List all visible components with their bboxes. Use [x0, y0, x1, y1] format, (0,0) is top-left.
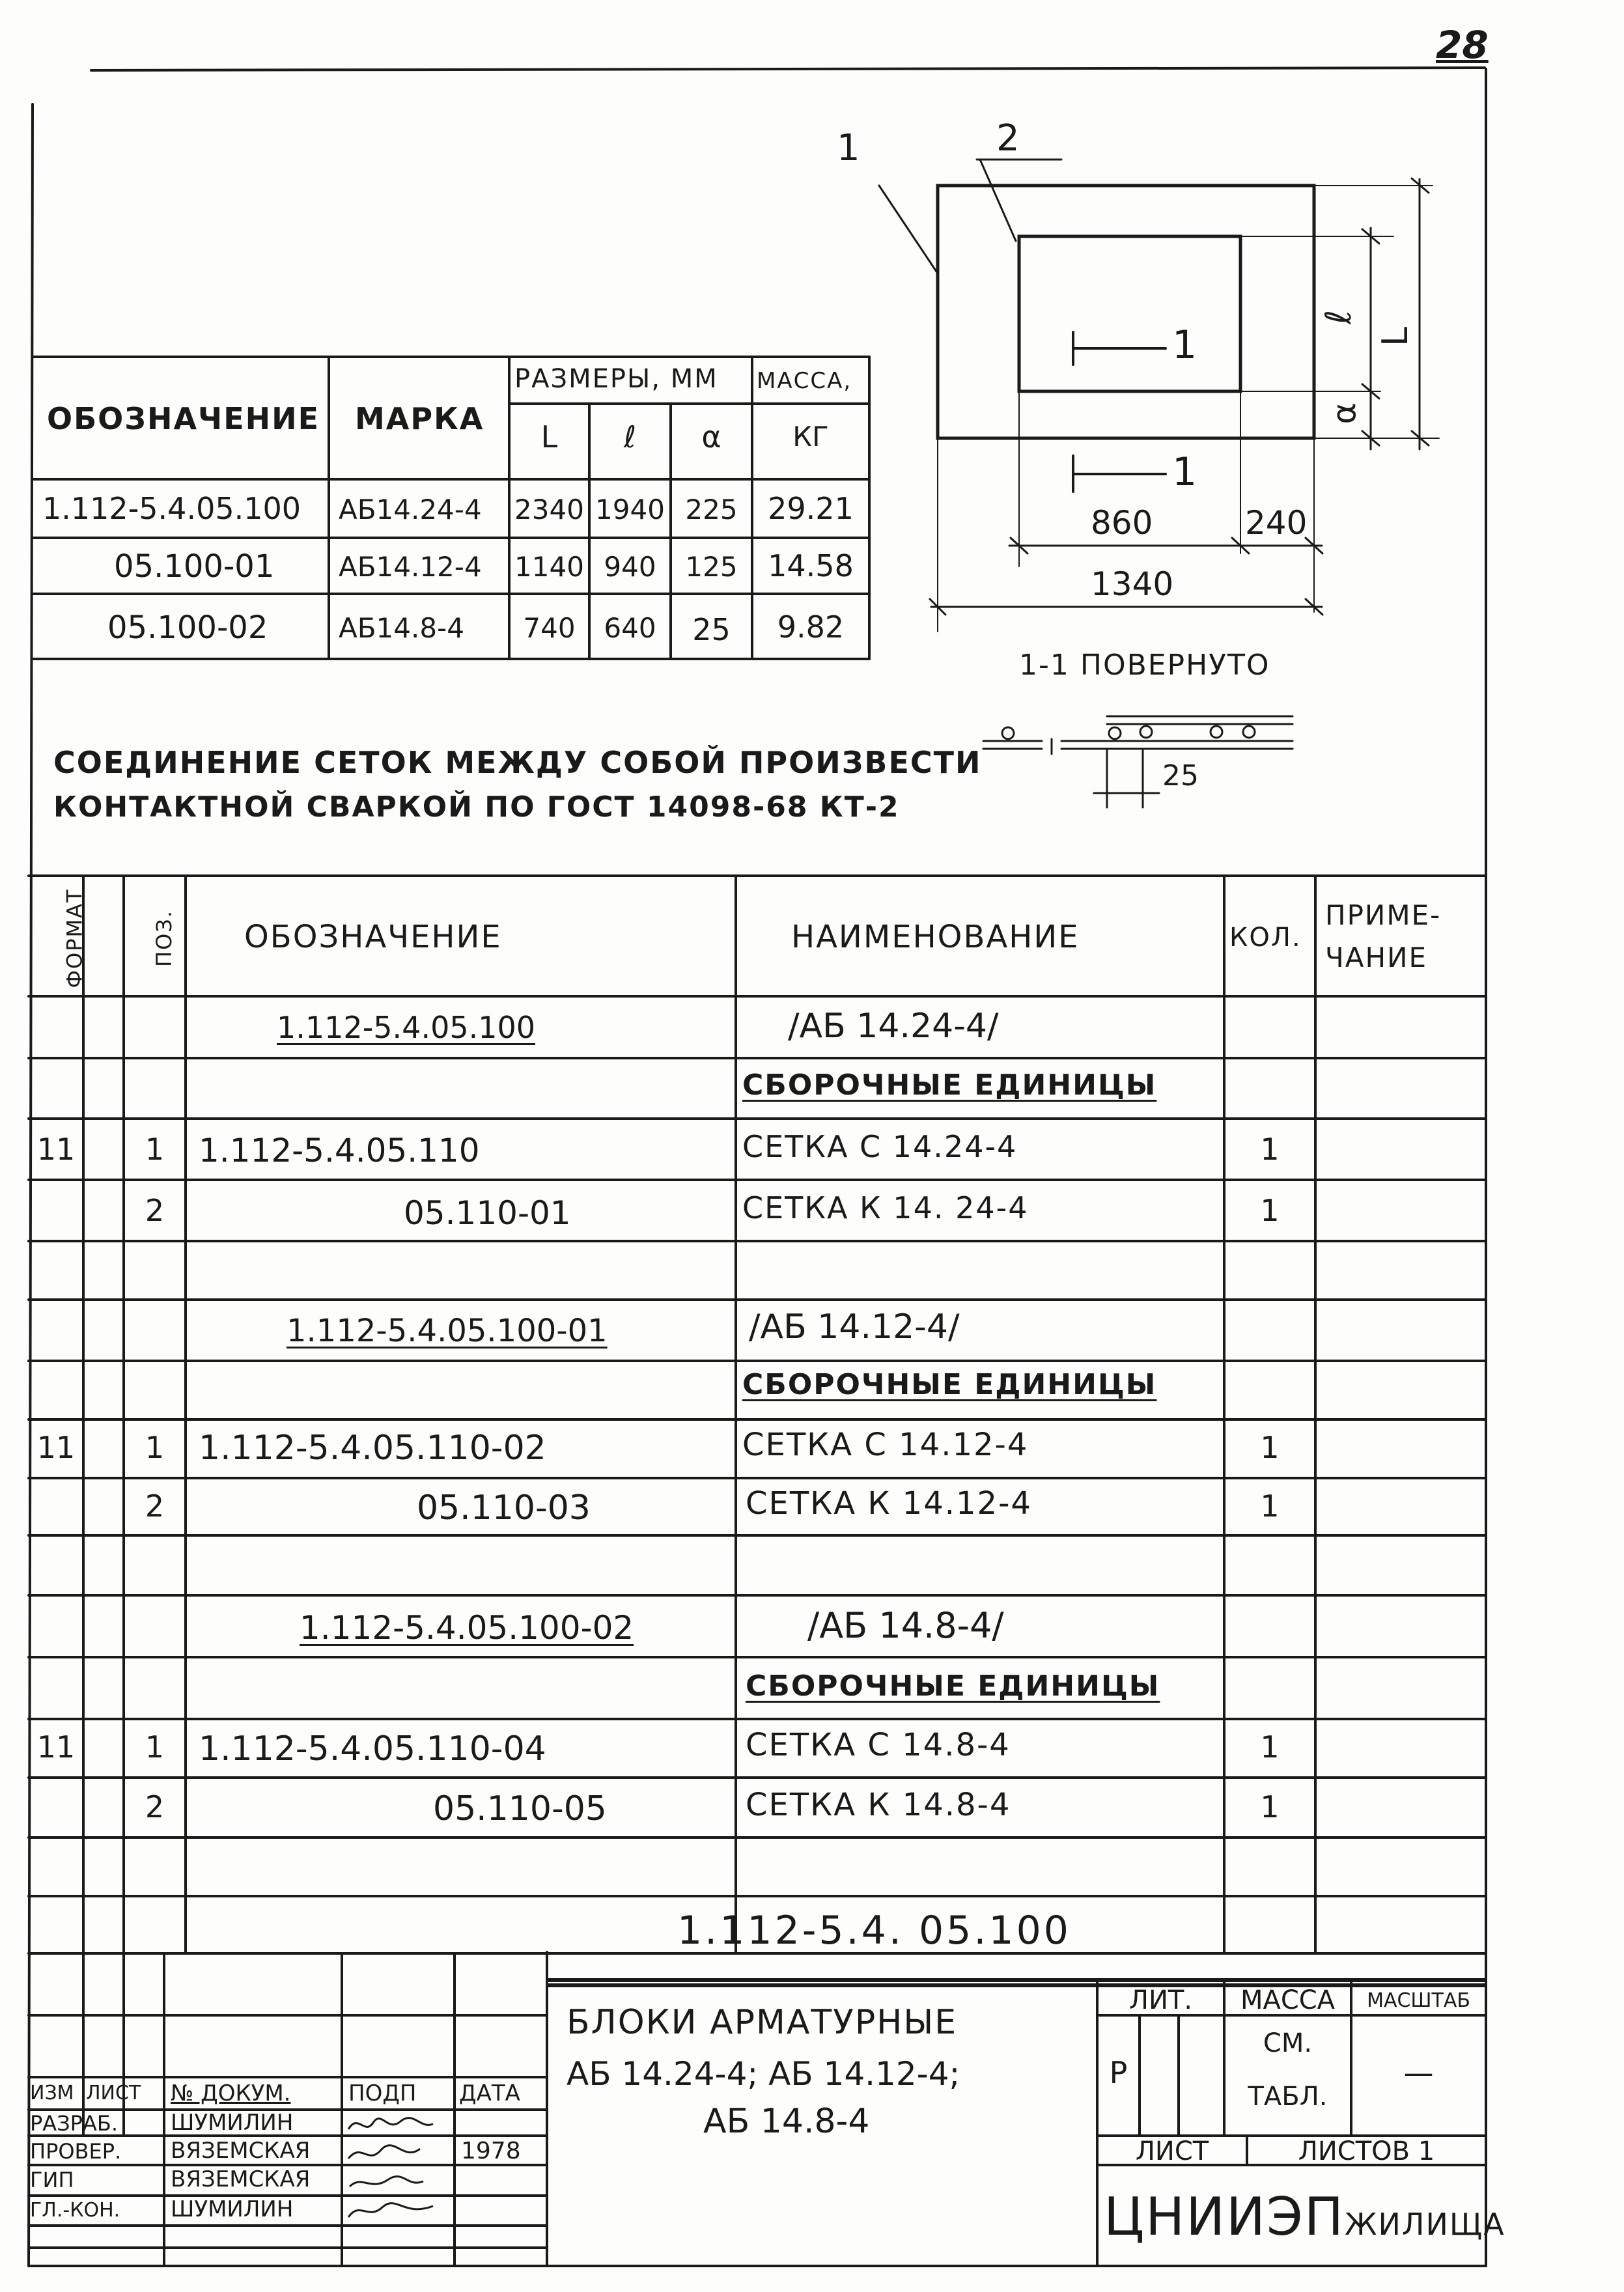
group-1-item-1-format: 11: [36, 1132, 76, 1167]
scale-value: —: [1403, 2055, 1434, 2090]
group-2-section: СБОРОЧНЫЕ ЕДИНИЦЫ: [742, 1368, 1157, 1401]
section-marker-bottom: 1: [1172, 449, 1197, 495]
section-marker-top: 1: [1172, 322, 1197, 368]
group-1-item-1-pos: 1: [145, 1132, 165, 1167]
dims-row-1-designation: 1.112-5.4.05.100: [42, 491, 301, 526]
dims-row-2-mark: АБ14.12-4: [339, 551, 482, 583]
dims-row-3-L: 740: [523, 612, 576, 644]
title-line-2: АБ 14.24-4; АБ 14.12-4;: [567, 2055, 960, 2093]
sheet-number: 28: [1436, 23, 1489, 67]
group-3-item-1-designation: 1.112-5.4.05.110-04: [199, 1729, 546, 1768]
callout-2: 2: [996, 117, 1020, 160]
dim-L-label: L: [1375, 326, 1416, 347]
dims-header-a: α: [701, 419, 721, 454]
sheet-label: ЛИСТ: [1135, 2136, 1209, 2166]
note-line-2: КОНТАКТНОЙ СВАРКОЙ ПО ГОСТ 14098-68 КТ-2: [53, 790, 900, 824]
staff-2-name: ВЯЗЕМСКАЯ: [171, 2138, 311, 2164]
dims-header-l: ℓ: [623, 419, 636, 454]
col-izm: ИЗМ: [30, 2082, 74, 2104]
org-main: ЦНИИЭП: [1104, 2187, 1345, 2247]
mass-value-1: СМ.: [1263, 2028, 1313, 2058]
group-2-item-1-qty: 1: [1260, 1430, 1280, 1465]
group-1-item-1-name: СЕТКА С 14.24-4: [742, 1129, 1018, 1164]
staff-3-role: ГИП: [30, 2168, 74, 2192]
dims-row-1-mark: АБ14.24-4: [339, 494, 482, 525]
group-1-item-2-qty: 1: [1260, 1193, 1280, 1228]
mass-value-2: ТАБЛ.: [1248, 2082, 1328, 2112]
group-2-title-designation: 1.112-5.4.05.100-01: [287, 1313, 608, 1349]
group-1-section: СБОРОЧНЫЕ ЕДИНИЦЫ: [742, 1069, 1157, 1102]
staff-1-role: РАЗРАБ.: [30, 2111, 119, 2136]
group-2-title-mark: /АБ 14.12-4/: [749, 1307, 960, 1347]
signatures: [342, 2110, 455, 2227]
scale-label: МАСШТАБ: [1367, 1989, 1470, 2012]
staff-1-name: ШУМИЛИН: [171, 2110, 294, 2136]
dims-row-2-L: 1140: [514, 551, 584, 583]
section-sketch: [983, 716, 1293, 807]
group-2-item-1-name: СЕТКА С 14.12-4: [742, 1427, 1029, 1463]
dims-row-3-mass: 9.82: [777, 609, 845, 645]
org-suffix: ЖИЛИЩА: [1344, 2207, 1505, 2242]
group-3-item-1-name: СЕТКА С 14.8-4: [746, 1727, 1011, 1763]
dims-row-1-a: 225: [685, 494, 738, 525]
group-3-item-1-qty: 1: [1260, 1729, 1280, 1765]
group-1-item-2-designation: 05.110-01: [404, 1194, 571, 1232]
dims-row-3-mark: АБ14.8-4: [339, 612, 464, 644]
note-line-1: СОЕДИНЕНИЕ СЕТОК МЕЖДУ СОБОЙ ПРОИЗВЕСТИ: [53, 745, 982, 780]
mass-label: МАССА: [1240, 1985, 1336, 2015]
dim-1340: 1340: [1091, 565, 1174, 603]
dims-row-3-l: 640: [604, 612, 656, 644]
staff-2-date: 1978: [461, 2138, 521, 2164]
group-1-title-mark: /АБ 14.24-4/: [788, 1007, 999, 1046]
group-1-item-2-pos: 2: [145, 1193, 165, 1228]
group-2-item-2-qty: 1: [1260, 1488, 1280, 1524]
section-dim-25: 25: [1162, 759, 1199, 792]
dims-row-1-L: 2340: [514, 494, 584, 525]
dims-row-2-a: 125: [685, 551, 738, 583]
group-2-item-2-pos: 2: [145, 1488, 165, 1524]
title-line-3: АБ 14.8-4: [703, 2102, 870, 2141]
group-3-item-1-pos: 1: [145, 1729, 165, 1765]
dims-row-3-designation: 05.100-02: [107, 609, 268, 646]
col-sign: ПОДП: [348, 2080, 417, 2106]
lit-value: Р: [1109, 2055, 1128, 2090]
group-3-item-2-designation: 05.110-05: [433, 1789, 607, 1828]
dims-header-L: L: [540, 419, 558, 454]
spec-header-note-2: ЧАНИЕ: [1325, 942, 1428, 973]
org-name: [1104, 2187, 1505, 2247]
spec-header-format: ФОРМАТ: [62, 888, 87, 988]
dims-header-mass: МАССА,: [757, 368, 852, 394]
spec-header-name: НАИМЕНОВАНИЕ: [791, 919, 1080, 955]
dims-header-designation: ОБОЗНАЧЕНИЕ: [47, 401, 320, 436]
dims-row-1-l: 1940: [595, 494, 665, 525]
group-2-item-1-format: 11: [36, 1430, 76, 1465]
group-1-item-1-designation: 1.112-5.4.05.110: [199, 1132, 480, 1169]
dims-row-2-mass: 14.58: [768, 548, 854, 583]
plan-drawing: [879, 160, 1439, 632]
group-2-item-2-designation: 05.110-03: [417, 1488, 591, 1528]
dim-240: 240: [1245, 504, 1308, 542]
title-line-1: БЛОКИ АРМАТУРНЫЕ: [567, 2003, 958, 2042]
staff-4-name: ШУМИЛИН: [171, 2196, 294, 2222]
group-1-item-1-qty: 1: [1260, 1132, 1280, 1167]
dims-header-kg: КГ: [792, 421, 829, 453]
dim-l-label: ℓ: [1318, 309, 1360, 325]
dim-860: 860: [1091, 504, 1153, 542]
col-date: ДАТА: [459, 2080, 520, 2106]
dim-a-label: α: [1325, 402, 1364, 425]
group-3-item-2-name: СЕТКА К 14.8-4: [746, 1787, 1011, 1823]
staff-2-role: ПРОВЕР.: [30, 2139, 122, 2164]
dims-header-sizes: РАЗМЕРЫ, ММ: [514, 364, 718, 394]
group-1-title-designation: 1.112-5.4.05.100: [277, 1010, 536, 1045]
lit-label: ЛИТ.: [1128, 1985, 1193, 2015]
staff-3-name: ВЯЗЕМСКАЯ: [171, 2166, 311, 2192]
group-2-item-1-pos: 1: [145, 1430, 165, 1465]
dims-row-3-a: 25: [692, 612, 731, 647]
group-3-item-2-qty: 1: [1260, 1789, 1280, 1824]
col-list: ЛИСТ: [86, 2082, 141, 2104]
group-3-title-designation: 1.112-5.4.05.100-02: [300, 1609, 634, 1647]
dims-row-2-l: 940: [604, 551, 656, 583]
staff-4-role: ГЛ.-КОН.: [30, 2199, 120, 2222]
group-1-item-2-name: СЕТКА К 14. 24-4: [742, 1190, 1029, 1225]
spec-header-pos: ПОЗ.: [151, 910, 176, 967]
sheets-label: ЛИСТОВ 1: [1298, 2136, 1435, 2166]
section-title: 1-1 ПОВЕРНУТО: [1019, 649, 1270, 682]
callout-1: 1: [837, 127, 860, 169]
spec-header-qty: КОЛ.: [1229, 923, 1302, 953]
doc-code: 1.112-5.4. 05.100: [677, 1908, 1071, 1953]
col-doc: № ДОКУМ.: [171, 2080, 291, 2106]
group-2-item-2-name: СЕТКА К 14.12-4: [746, 1485, 1032, 1522]
group-3-item-2-pos: 2: [145, 1789, 165, 1824]
spec-header-note-1: ПРИМЕ-: [1325, 899, 1442, 931]
spec-header-designation: ОБОЗНАЧЕНИЕ: [244, 919, 502, 955]
dims-row-2-designation: 05.100-01: [114, 548, 275, 585]
dims-header-mark: МАРКА: [355, 401, 484, 436]
group-3-title-mark: /АБ 14.8-4/: [807, 1605, 1004, 1646]
group-3-item-1-format: 11: [36, 1729, 76, 1765]
dims-row-1-mass: 29.21: [768, 491, 854, 526]
group-3-section: СБОРОЧНЫЕ ЕДИНИЦЫ: [746, 1670, 1160, 1703]
group-2-item-1-designation: 1.112-5.4.05.110-02: [199, 1429, 546, 1468]
